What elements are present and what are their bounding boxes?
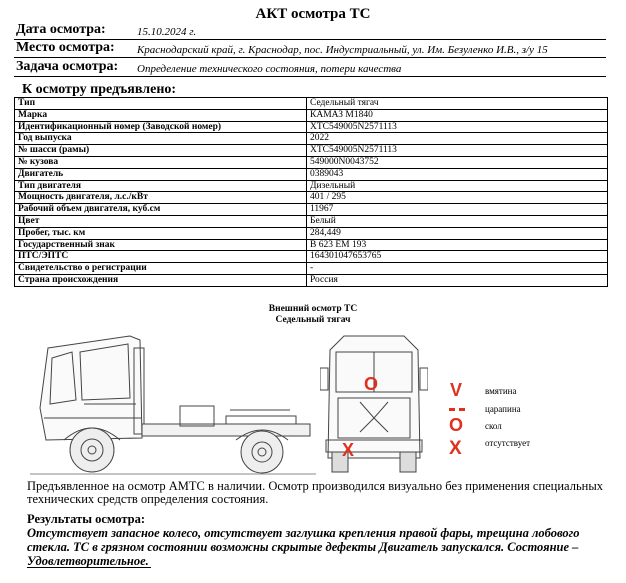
spec-value: XTC549005N2571113 [307, 145, 608, 157]
spec-value: 284,449 [307, 227, 608, 239]
legend-scratch-icon-2 [459, 408, 465, 411]
legend-chip-icon: O [449, 415, 464, 435]
spec-key: Марка [15, 109, 307, 121]
spec-row [15, 274, 608, 286]
spec-value: КАМАЗ М1840 [307, 109, 608, 121]
spec-value: 401 / 295 [307, 192, 608, 204]
spec-value: Седельный тягач [307, 98, 608, 110]
legend-label-chip: скол [485, 421, 502, 431]
damage-mark-missing: X [342, 440, 355, 460]
spec-row [15, 215, 608, 227]
header-value: 15.10.2024 г. [137, 26, 197, 38]
header-label: Дата осмотра: [16, 22, 106, 37]
legend-missing-icon: X [449, 438, 462, 459]
spec-key: Тип [15, 98, 307, 110]
results-heading: Результаты осмотра: [27, 512, 145, 526]
inspection-caption: Внешний осмотр ТС [268, 304, 358, 314]
spec-row [15, 239, 608, 251]
results-text: Отсутствует запасное колесо, отсутствует заглушка крепления правой фары, трещина лобового стекла. ТС в грязном состоянии возможны скрытые дефекты Двигатель запускался. Состояние – Удовлетворительное. [27, 526, 580, 568]
spec-value: Дизельный [307, 180, 608, 192]
spec-value: XTC549005N2571113 [307, 121, 608, 133]
legend-label-dent: вмятина [485, 386, 517, 396]
header-label: Задача осмотра: [16, 59, 119, 74]
spec-value: В 623 ЕМ 193 [307, 239, 608, 251]
spec-row [15, 263, 608, 275]
spec-key: Цвет [15, 215, 307, 227]
legend-label-missing: отсутствует [485, 438, 531, 448]
inspection-subcaption: Седельный тягач [275, 315, 351, 325]
legend-dent-icon: V [450, 380, 463, 400]
spec-row [15, 204, 608, 216]
spec-row [15, 121, 608, 133]
truck-front-view [320, 328, 428, 476]
presented-heading: К осмотру предъявлено: [22, 82, 177, 97]
header-row-date [14, 23, 606, 40]
results-underline [27, 567, 151, 568]
document-title: АКТ осмотра ТС [255, 6, 371, 22]
spec-key: Государственный знак [15, 239, 307, 251]
header-label: Место осмотра: [16, 40, 115, 55]
spec-value: Белый [307, 215, 608, 227]
header-value: Определение технического состояния, потери качества [137, 63, 402, 75]
spec-key: № шасси (рамы) [15, 145, 307, 157]
header-row-place [14, 41, 606, 58]
legend-symbols [446, 378, 478, 460]
header-row-task [14, 60, 606, 77]
spec-row [15, 180, 608, 192]
spec-key: Мощность двигателя, л.с./кВт [15, 192, 307, 204]
spec-value: - [307, 263, 608, 275]
spec-key: № кузова [15, 156, 307, 168]
truck-side-view [30, 328, 316, 478]
spec-row [15, 227, 608, 239]
spec-row [15, 251, 608, 263]
legend-label-scratch: царапина [485, 404, 521, 414]
vehicle-spec-table [14, 97, 608, 287]
spec-row [15, 98, 608, 110]
spec-value: 164301047653765 [307, 251, 608, 263]
spec-key: ПТС/ЭПТС [15, 251, 307, 263]
damage-mark-chip: O [364, 374, 379, 394]
spec-key: Рабочий объем двигателя, куб.см [15, 204, 307, 216]
spec-row [15, 156, 608, 168]
spec-value: 11967 [307, 204, 608, 216]
spec-row [15, 133, 608, 145]
spec-key: Пробег, тыс. км [15, 227, 307, 239]
spec-row [15, 109, 608, 121]
spec-key: Свидетельство о регистрации [15, 263, 307, 275]
spec-key: Двигатель [15, 168, 307, 180]
inspection-statement: Предъявленное на осмотр АМТС в наличии. Осмотр производился визуально без применения специальных технических средств определения состояния. [27, 479, 603, 506]
spec-row [15, 145, 608, 157]
spec-key: Тип двигателя [15, 180, 307, 192]
spec-key: Страна происхождения [15, 274, 307, 286]
spec-row [15, 192, 608, 204]
spec-value: 2022 [307, 133, 608, 145]
spec-value: 0389043 [307, 168, 608, 180]
spec-row [15, 168, 608, 180]
header-value: Краснодарский край, г. Краснодар, пос. Индустриальный, ул. Им. Безуленко И.В., з/у 15 [137, 44, 548, 56]
spec-value: Россия [307, 274, 608, 286]
spec-value: 549000N0043752 [307, 156, 608, 168]
legend-scratch-icon [449, 408, 455, 411]
spec-key: Год выпуска [15, 133, 307, 145]
spec-key: Идентификационный номер (Заводской номер) [15, 121, 307, 133]
